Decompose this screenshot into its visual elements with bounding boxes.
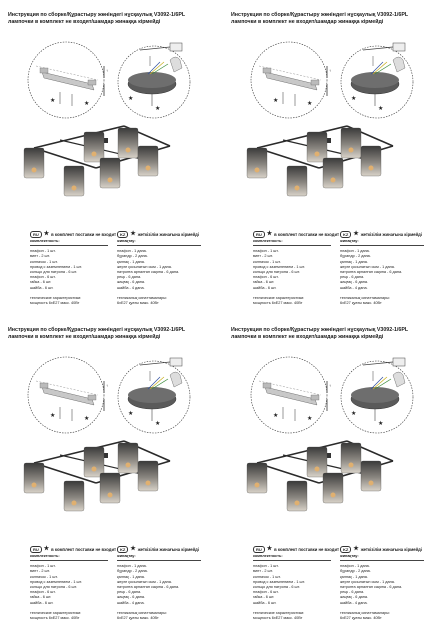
kz-item: қалпақ - 1 дана.: [117, 574, 145, 579]
mounting-bar-icon: [251, 42, 327, 118]
badge-ru-text: в комплект поставки не входит: [51, 547, 117, 552]
star-icon: ★: [43, 231, 50, 237]
ru-tech-value: мощность 6хЕ27 макс. 40Вт: [253, 301, 303, 306]
ru-item: гайка - 6 шт.: [30, 595, 52, 600]
svg-text:★: ★: [378, 421, 384, 427]
kz-tech-value: 6хЕ27 қуаты макс. 40Вт: [340, 301, 382, 306]
title-line-1: Инструкция по сборке/Құрастыру жөніндегі нұсқаулық V3092-1/6PL: [231, 327, 409, 333]
hand-icon: [170, 372, 182, 387]
badge-kz-code: KZ: [117, 546, 128, 553]
kz-tech-header: техникалық сипаттамалары:: [117, 610, 167, 615]
svg-text:★: ★: [50, 413, 56, 419]
ru-item: плафон - 6 шт.: [253, 275, 279, 280]
chandelier-icon: [247, 441, 393, 511]
kz-contents-header: жинақтау:: [117, 239, 136, 243]
kz-item: жаңғақ - 6 дана.: [340, 280, 369, 285]
kz-item: реңк - 6 дана.: [340, 590, 365, 595]
ru-item: провод с заземлением - 1 шт.: [30, 579, 82, 584]
ru-contents-header: комплектность:: [253, 239, 283, 243]
kz-item: қалпақ - 1 дана.: [340, 259, 368, 264]
kz-item: жерге қосылатын сым - 1 дана.: [340, 579, 395, 584]
badge-ru-code: RU: [253, 546, 265, 553]
ru-tech-value: мощность 6хЕ27 макс. 40Вт: [30, 616, 80, 621]
star-icon: ★: [353, 546, 359, 552]
kz-contents-header: жинақтау:: [340, 239, 359, 243]
kz-tech-value: 6хЕ27 қуаты макс. 40Вт: [117, 616, 159, 621]
kz-tech-value: 6хЕ27 қуаты макс. 40Вт: [117, 301, 159, 306]
ru-item: колпачок - 1 шт.: [30, 259, 58, 264]
badge-kz-text: жеткізілім жинағына кірмейді: [360, 547, 422, 552]
title-line-1: Инструкция по сборке/Құрастыру жөніндегі нұсқаулық V3092-1/6PL: [8, 12, 186, 18]
kz-item: бұрандр - 2 дана.: [340, 569, 371, 574]
svg-text:★: ★: [273, 413, 279, 419]
title-line-1: Инструкция по сборке/Құрастыру жөніндегі нұсқаулық V3092-1/6PL: [8, 327, 186, 333]
screw-icon: [327, 381, 331, 411]
kz-item: плафон - 1 дана.: [340, 564, 370, 569]
kz-item: жаңғақ - 6 дана.: [117, 595, 146, 600]
svg-text:↑: ↑: [329, 383, 331, 388]
ru-item: плафон - 6 шт.: [30, 275, 56, 280]
kz-item: қалпақ - 1 дана.: [340, 574, 368, 579]
ru-item: винт - 2 шт.: [253, 254, 273, 259]
svg-text:★: ★: [378, 106, 384, 112]
ru-item: плафон - 1 шт.: [30, 249, 56, 254]
ru-item: винт - 2 шт.: [30, 569, 50, 574]
screw-icon: [104, 66, 108, 96]
ru-item: плафон - 1 шт.: [253, 249, 279, 254]
ru-item: плафон - 1 шт.: [253, 564, 279, 569]
kz-item: жаңғақ - 6 дана.: [117, 280, 146, 285]
kz-specs: [117, 239, 179, 306]
badge-kz: [117, 231, 199, 238]
title-line-2: лампочки в комплект не входят/шамдар жинаққа кірмейді: [8, 19, 161, 25]
chandelier-icon: [247, 126, 393, 196]
ru-item: колпачок - 1 шт.: [253, 259, 281, 264]
kz-tech-header: техникалық сипаттамалары:: [340, 610, 390, 615]
ru-tech-header: технические характеристики:: [30, 610, 82, 615]
kz-specs: [117, 554, 179, 621]
ru-item: кольцо для патрона - 6 шт.: [253, 585, 300, 590]
svg-text:★: ★: [351, 96, 357, 102]
star-icon: ★: [43, 546, 50, 552]
instruction-sheet-bottom-left: [0, 315, 223, 630]
svg-text:★: ★: [307, 416, 313, 422]
kz-item: плафон - 1 дана.: [117, 564, 147, 569]
ru-specs: [253, 554, 305, 621]
ru-item: колпачок - 1 шт.: [30, 574, 58, 579]
ru-item: плафон - 1 шт.: [30, 564, 56, 569]
kz-specs: [340, 554, 402, 621]
svg-text:★: ★: [84, 416, 90, 422]
kz-item: патронға арналған сақина - 6 дана.: [117, 270, 180, 275]
screw-icon: [104, 381, 108, 411]
ru-item: шайба - 6 шт.: [30, 285, 54, 290]
kz-item: патронға арналған сақина - 6 дана.: [340, 270, 403, 275]
ru-item: гайка - 6 шт.: [253, 595, 275, 600]
kz-item: реңк - 6 дана.: [117, 275, 142, 280]
svg-text:↑: ↑: [106, 383, 108, 388]
hand-icon: [393, 372, 405, 387]
svg-text:★: ★: [128, 96, 134, 102]
svg-text:★: ★: [84, 101, 90, 107]
badge-kz-text: жеткізілім жинағына кірмейді: [137, 547, 199, 552]
ru-tech-value: мощность 6хЕ27 макс. 40Вт: [253, 616, 303, 621]
ru-item: винт - 2 шт.: [253, 569, 273, 574]
kz-item: бұрандр - 2 дана.: [117, 254, 148, 259]
kz-item: шайба - 4 дана.: [117, 600, 145, 605]
ru-item: плафон - 6 шт.: [253, 590, 279, 595]
canopy-icon: [341, 358, 413, 433]
badge-ru: [253, 546, 339, 553]
badge-kz-code: KZ: [117, 231, 128, 238]
chandelier-icon: [24, 126, 170, 196]
kz-item: патронға арналған сақина - 6 дана.: [117, 585, 180, 590]
instruction-sheet-top-right: [223, 0, 446, 315]
star-icon: ★: [353, 231, 359, 237]
star-icon: ★: [266, 231, 273, 237]
ru-item: кольцо для патрона - 6 шт.: [253, 270, 300, 275]
ru-specs: [30, 239, 82, 306]
svg-text:↑: ↑: [106, 68, 108, 73]
canopy-icon: [118, 358, 190, 433]
badge-ru: [253, 231, 339, 238]
star-icon: ★: [130, 231, 136, 237]
ru-item: кольцо для патрона - 6 шт.: [30, 585, 77, 590]
badge-kz: [340, 231, 422, 238]
ru-item: кольцо для патрона - 6 шт.: [30, 270, 77, 275]
ru-contents-header: комплектность:: [30, 554, 60, 558]
svg-text:★: ★: [155, 106, 161, 112]
instruction-sheet-bottom-right: [223, 315, 446, 630]
title-line-2: лампочки в комплект не входят/шамдар жинаққа кірмейді: [231, 19, 384, 25]
mounting-bar-icon: [28, 42, 104, 118]
ru-tech-header: технические характеристики:: [253, 610, 305, 615]
ru-item: провод с заземлением - 1 шт.: [253, 579, 305, 584]
badge-ru-text: в комплект поставки не входит: [51, 232, 117, 237]
badge-kz-text: жеткізілім жинағына кірмейді: [360, 232, 422, 237]
badge-ru-code: RU: [30, 231, 42, 238]
kz-item: қалпақ - 1 дана.: [117, 259, 145, 264]
canopy-icon: [341, 43, 413, 118]
kz-item: плафон - 1 дана.: [117, 249, 147, 254]
canopy-icon: [118, 43, 190, 118]
ru-tech-value: мощность 6хЕ27 макс. 40Вт: [30, 301, 80, 306]
kz-specs: [340, 239, 402, 306]
kz-item: патронға арналған сақина - 6 дана.: [340, 585, 403, 590]
kz-item: шайба - 4 дана.: [117, 285, 145, 290]
svg-text:★: ★: [50, 98, 56, 104]
ru-item: провод с заземлением - 1 шт.: [30, 264, 82, 269]
star-icon: ★: [130, 546, 136, 552]
kz-tech-header: техникалық сипаттамалары:: [117, 295, 167, 300]
instruction-sheet-top-left: [0, 0, 223, 315]
svg-text:↑: ↑: [329, 68, 331, 73]
ru-item: провод с заземлением - 1 шт.: [253, 264, 305, 269]
mounting-bar-icon: [251, 357, 327, 433]
badge-ru: [30, 231, 116, 238]
title-line-1: Инструкция по сборке/Құрастыру жөніндегі нұсқаулық V3092-1/6PL: [231, 12, 409, 18]
ru-item: шайба - 6 шт.: [253, 600, 277, 605]
kz-item: реңк - 6 дана.: [340, 275, 365, 280]
ru-specs: [30, 554, 82, 621]
badge-kz: [117, 546, 199, 553]
badge-ru-code: RU: [30, 546, 42, 553]
ru-item: шайба - 6 шт.: [30, 600, 54, 605]
svg-text:★: ★: [351, 411, 357, 417]
title-line-2: лампочки в комплект не входят/шамдар жинаққа кірмейді: [231, 334, 384, 340]
badge-ru-text: в комплект поставки не входит: [274, 547, 340, 552]
ru-tech-header: технические характеристики:: [30, 295, 82, 300]
badge-ru: [30, 546, 116, 553]
star-icon: ★: [266, 546, 273, 552]
ru-contents-header: комплектность:: [30, 239, 60, 243]
hand-icon: [170, 57, 182, 72]
svg-text:★: ★: [155, 421, 161, 427]
kz-item: реңк - 6 дана.: [117, 590, 142, 595]
kz-contents-header: жинақтау:: [117, 554, 136, 558]
svg-text:★: ★: [273, 98, 279, 104]
hand-icon: [393, 57, 405, 72]
mounting-bar-icon: [28, 357, 104, 433]
kz-tech-value: 6хЕ27 қуаты макс. 40Вт: [340, 616, 382, 621]
kz-contents-header: жинақтау:: [340, 554, 359, 558]
badge-ru-text: в комплект поставки не входит: [274, 232, 340, 237]
ru-contents-header: комплектность:: [253, 554, 283, 558]
svg-text:★: ★: [128, 411, 134, 417]
ru-specs: [253, 239, 305, 306]
badge-ru-code: RU: [253, 231, 265, 238]
ru-item: гайка - 6 шт.: [253, 280, 275, 285]
badge-kz-text: жеткізілім жинағына кірмейді: [137, 232, 199, 237]
kz-tech-header: техникалық сипаттамалары:: [340, 295, 390, 300]
chandelier-icon: [24, 441, 170, 511]
ru-item: гайка - 6 шт.: [30, 280, 52, 285]
ru-tech-header: технические характеристики:: [253, 295, 305, 300]
kz-item: плафон - 1 дана.: [340, 249, 370, 254]
ru-item: колпачок - 1 шт.: [253, 574, 281, 579]
badge-kz-code: KZ: [340, 231, 351, 238]
title-line-2: лампочки в комплект не входят/шамдар жинаққа кірмейді: [8, 334, 161, 340]
kz-item: бұрандр - 2 дана.: [117, 569, 148, 574]
ru-item: плафон - 6 шт.: [30, 590, 56, 595]
kz-item: бұрандр - 2 дана.: [340, 254, 371, 259]
ru-item: шайба - 6 шт.: [253, 285, 277, 290]
kz-item: шайба - 4 дана.: [340, 285, 368, 290]
screw-icon: [327, 66, 331, 96]
kz-item: жерге қосылатын сым - 1 дана.: [340, 264, 395, 269]
kz-item: жерге қосылатын сым - 1 дана.: [117, 264, 172, 269]
kz-item: жерге қосылатын сым - 1 дана.: [117, 579, 172, 584]
ru-item: винт - 2 шт.: [30, 254, 50, 259]
badge-kz-code: KZ: [340, 546, 351, 553]
badge-kz: [340, 546, 422, 553]
svg-text:★: ★: [307, 101, 313, 107]
kz-item: жаңғақ - 6 дана.: [340, 595, 369, 600]
kz-item: шайба - 4 дана.: [340, 600, 368, 605]
